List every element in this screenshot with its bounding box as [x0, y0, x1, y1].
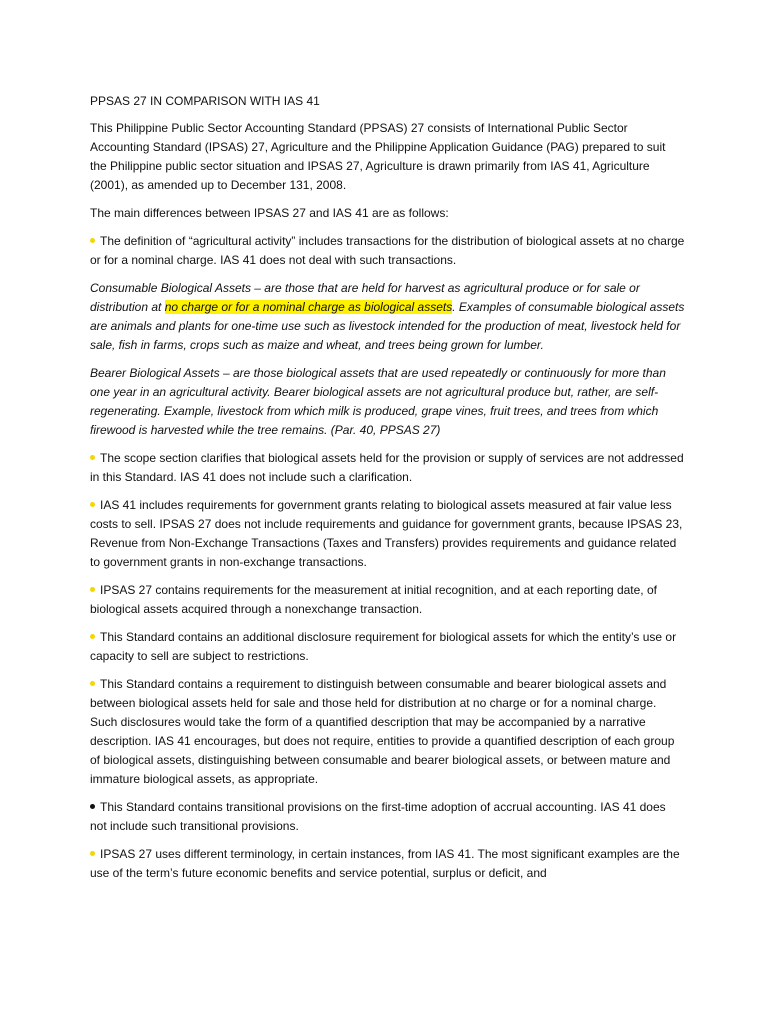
yellow-bullet-icon: [90, 851, 95, 856]
bullet-item-1: [90, 232, 685, 270]
bullet-text-2: The scope section clarifies that biological assets held for the provision or supply of services are not addressed in this Standard. IAS 41 does not include such a clarification.: [90, 451, 684, 484]
bullet-item-2: [90, 449, 685, 487]
bullet-item-7: [90, 798, 685, 836]
yellow-bullet-icon: [90, 502, 95, 507]
bullet-text-7: This Standard contains transitional provisions on the first-time adoption of accrual accounting. IAS 41 does not include such transitional provisions.: [90, 800, 666, 833]
yellow-bullet-icon: [90, 681, 95, 686]
bullet-text-3: IAS 41 includes requirements for government grants relating to biological assets measured at fair value less costs to sell. IPSAS 27 does not include requirements and guidance for government grants, because IPSAS 23, Revenue from Non-Exchange Transactions (Taxes and Transfers) provides requirements and guidance related to government grants in non-exchange transactions.: [90, 498, 683, 569]
bullet-item-3: [90, 496, 685, 572]
document-title: PPSAS 27 IN COMPARISON WITH IAS 41: [90, 94, 320, 108]
consumable-definition: [90, 279, 685, 355]
bullet-item-6: [90, 675, 685, 789]
document-page: [90, 92, 685, 892]
bullet-text-5: This Standard contains an additional disclosure requirement for biological assets for which the entity’s use or capacity to sell are subject to restrictions.: [90, 630, 677, 663]
bullet-text-1: The definition of “agricultural activity” includes transactions for the distribution of biological assets at no charge or for a nominal charge. IAS 41 does not deal with such transactions.: [90, 234, 685, 267]
bullet-item-8: [90, 845, 685, 883]
yellow-bullet-icon: [90, 634, 95, 639]
yellow-bullet-icon: [90, 455, 95, 460]
main-differences-intro: The main differences between IPSAS 27 and IAS 41 are as follows:: [90, 206, 449, 220]
intro-paragraph: This Philippine Public Sector Accounting Standard (PPSAS) 27 consists of International Public Sector Accounting Standard (IPSAS) 27, Agriculture and the Philippine Application Guidance (PAG) prepared to suit the Philippine public sector situation and IPSAS 27, Agriculture is drawn primarily from IAS 41, Agriculture (2001), as amended up to December 131, 2008.: [90, 121, 666, 192]
yellow-bullet-icon: [90, 587, 95, 592]
yellow-bullet-icon: [90, 238, 95, 243]
highlighted-text: no charge or for a nominal charge as biological assets: [164, 300, 453, 314]
consumable-text-before: Consumable Biological Assets – are those that are held for harvest as agricultural produce or for sale or distribution at: [90, 281, 640, 314]
bearer-definition: Bearer Biological Assets – are those biological assets that are used repeatedly or continuously for more than one year in an agricultural activity. Bearer biological assets are not agricultural produce but, rather, are self-regenerating. Example, livestock from which milk is produced, grape vines, fruit trees, and trees from which firewood is harvested while the tree remains. (Par. 40, PPSAS 27): [90, 366, 666, 437]
bullet-item-5: [90, 628, 685, 666]
consumable-text-after: . Examples of consumable biological assets are animals and plants for one-time use such as livestock intended for the production of meat, livestock held for sale, fish in farms, crops such as maize and wheat, and trees being grown for lumber.: [90, 300, 685, 352]
bullet-text-6: This Standard contains a requirement to distinguish between consumable and bearer biological assets and between biological assets held for sale and those held for distribution at no charge or for a nominal charge. Such disclosures would take the form of a quantified description that may be accompanied by a narrative description. IAS 41 encourages, but does not require, entities to provide a quantified description of each group of biological assets, distinguishing between consumable and bearer biological assets, or between mature and immature biological assets, as appropriate.: [90, 677, 675, 786]
bullet-item-4: [90, 581, 685, 619]
bullet-text-8: IPSAS 27 uses different terminology, in certain instances, from IAS 41. The most significant examples are the use of the term’s future economic benefits and service potential, surplus or deficit, and: [90, 847, 680, 880]
bullet-text-4: IPSAS 27 contains requirements for the measurement at initial recognition, and at each reporting date, of biological assets acquired through a nonexchange transaction.: [90, 583, 657, 616]
black-bullet-icon: [90, 804, 95, 809]
